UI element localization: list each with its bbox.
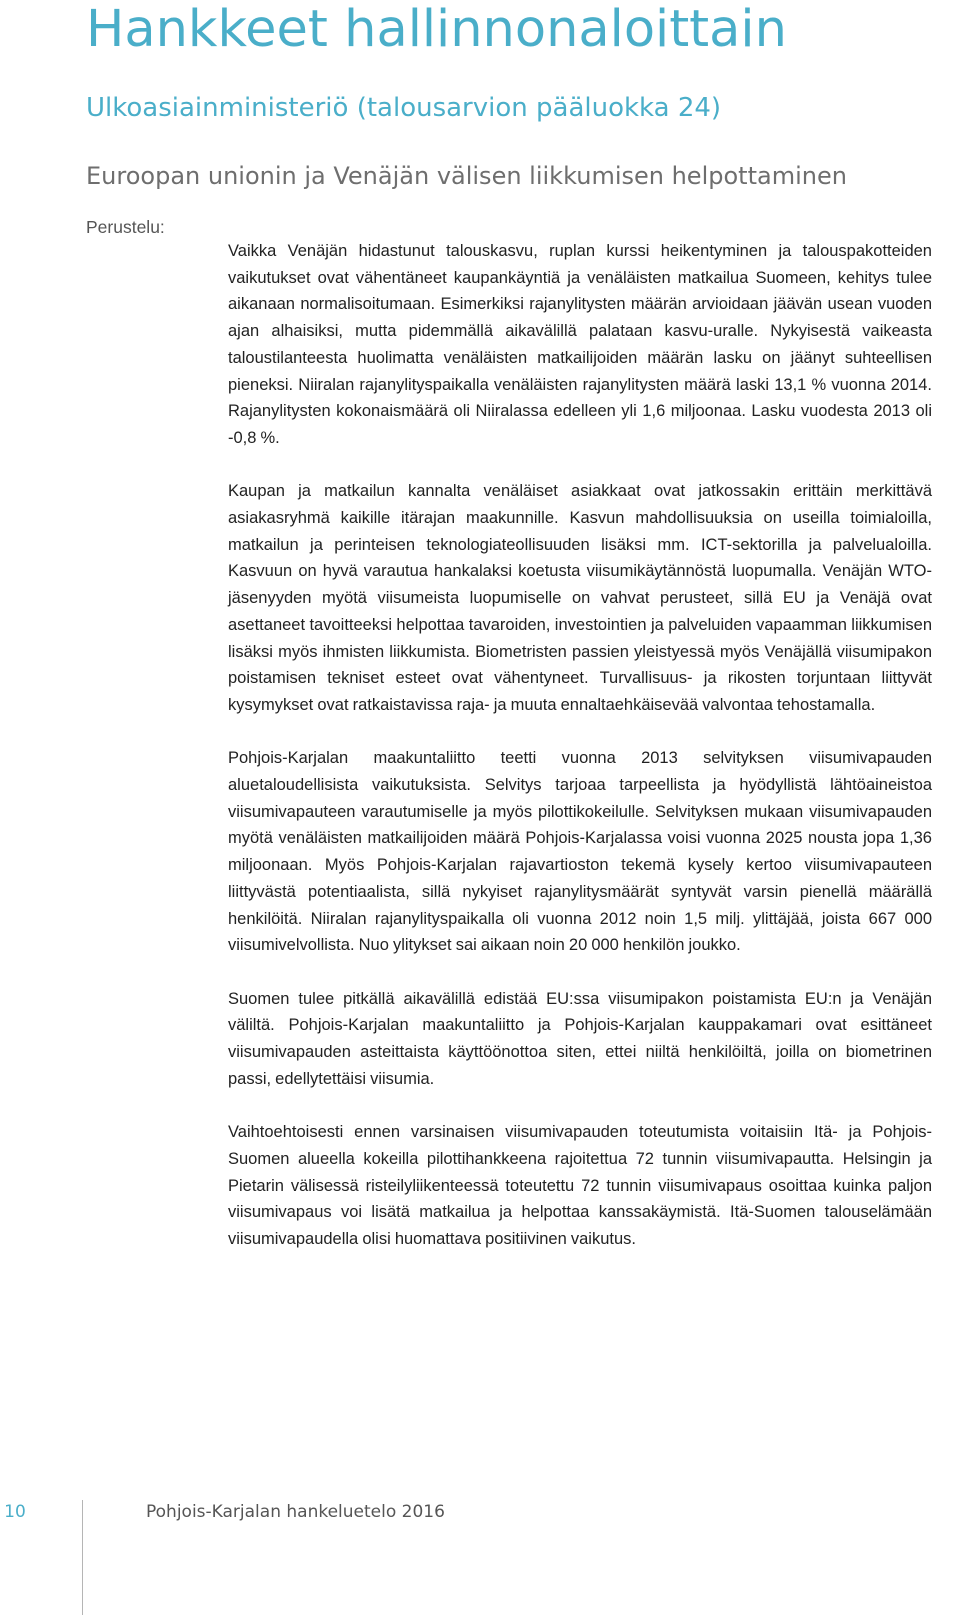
rationale-label: Perustelu: bbox=[86, 217, 165, 237]
paragraph-2: Kaupan ja matkailun kannalta venäläiset asiakkaat ovat jatkossakin erittäin merkittävä asiakasryhmä kaikille itärajan maakunnille. Kasvun mahdollisuuksia on useilla toimialoilla, matkailun ja perinteisen teknologiateollisuuden lisäksi mm. ICT-sektorilla ja palvelualoilla. Kasvuun on hyvä varautua hankalaksi koetusta viisumikäytännöstä luopumalla. Venäjän WTO-jäsenyyden myötä viisumeista luopumiselle on vahvat perusteet, sillä EU ja Venäjä ovat asettaneet tavoitteeksi helpottaa tavaroiden, investointien ja palveluiden vapaamman liikkumisen lisäksi myös ihmisten liikkumista. Biometristen passien yleistyessä myös Venäjällä viisumipakon poistamisen tekniset esteet ovat vähentyneet. Turvallisuus- ja rikosten torjuntaan liittyvät kysymykset ovat ratkaistavissa raja- ja muuta ennaltaehkäisevää valvontaa tehostamalla. bbox=[228, 482, 932, 714]
page-number: 10 bbox=[4, 1502, 26, 1522]
ministry-subtitle: Ulkoasiainministeriö (talousarvion pääluokka 24) bbox=[86, 93, 722, 123]
paragraph-1: Vaikka Venäjän hidastunut talouskasvu, ruplan kurssi heikentyminen ja talouspakotteiden vaikutukset ovat vähentäneet kaupankäyntiä ja venäläisten matkailua Suomeen, kehitys tulee aikanaan normalisoitumaan. Esimerkiksi rajanylitysten määrän arvioidaan jäävän usean vuoden ajan alhaisiksi, mutta pidemmällä aikavälillä palataan kasvu-uralle. Nykyisestä vaikeasta taloustilanteesta huolimatta venäläisten matkailijoiden määrän lasku on jäänyt suhteellisen pieneksi. Niiralan rajanylityspaikalla venäläisten rajanylitysten määrä laski 13,1 % vuonna 2014. Rajanylitysten kokonaismäärä oli Niiralassa edelleen yli 1,6 miljoonaa. Lasku vuodesta 2013 oli -0,8 %. bbox=[228, 242, 932, 447]
publication-name: Pohjois-Karjalan hankeluetelo 2016 bbox=[146, 1502, 445, 1522]
paragraph-5: Vaihtoehtoisesti ennen varsinaisen viisumivapauden toteutumista voitaisiin Itä- ja Pohjois-Suomen alueella kokeilla pilottihankkeena rajoitettua 72 tunnin viisumivapautta. Helsingin ja Pietarin välisessä risteilyliikenteessä toteutettu 72 tunnin viisumivapaus osoittaa kuinka paljon viisumivapaus voi lisätä matkailua ja helpottaa kanssakäymistä. Itä-Suomen talouselämään viisumivapaudella olisi huomattava positiivinen vaikutus. bbox=[228, 1123, 932, 1248]
footer-divider bbox=[82, 1500, 83, 1615]
project-heading: Euroopan unionin ja Venäjän välisen liikkumisen helpottaminen bbox=[86, 162, 847, 190]
rationale-body bbox=[228, 238, 932, 1279]
page-title: Hankkeet hallinnonaloittain bbox=[86, 0, 787, 59]
paragraph-3: Pohjois-Karjalan maakuntaliitto teetti vuonna 2013 selvityksen viisumivapauden aluetaloudellisista vaikutuksista. Selvitys tarjoaa tarpeellista ja hyödyllistä lähtöaineistoa viisumivapauteen varautumiselle ja myös pilottikokeilulle. Selvityksen mukaan viisumivapauden myötä venäläisten matkailijoiden määrä Pohjois-Karjalassa voisi vuonna 2025 nousta jopa 1,36 miljoonaan. Myös Pohjois-Karjalan rajavartioston tekemä kysely kertoo viisumivapauteen liittyvästä potentiaalista, sillä nykyiset rajanylitysmäärät syntyvät varsin pienellä määrällä henkilöitä. Niiralan rajanylityspaikalla oli vuonna 2012 noin 1,5 milj. ylittäjää, joista 667 000 viisumivelvollista. Nuo ylitykset sai aikaan noin 20 000 henkilön joukko. bbox=[228, 749, 932, 955]
paragraph-4: Suomen tulee pitkällä aikavälillä edistää EU:ssa viisumipakon poistamista EU:n ja Venäjän väliltä. Pohjois-Karjalan maakuntaliitto ja Pohjois-Karjalan kauppakamari ovat esittäneet viisumivapauden asteittaista käyttöönottoa siten, ettei niiltä henkilöiltä, joilla on biometrinen passi, edellytettäisi viisumia. bbox=[228, 989, 932, 1088]
